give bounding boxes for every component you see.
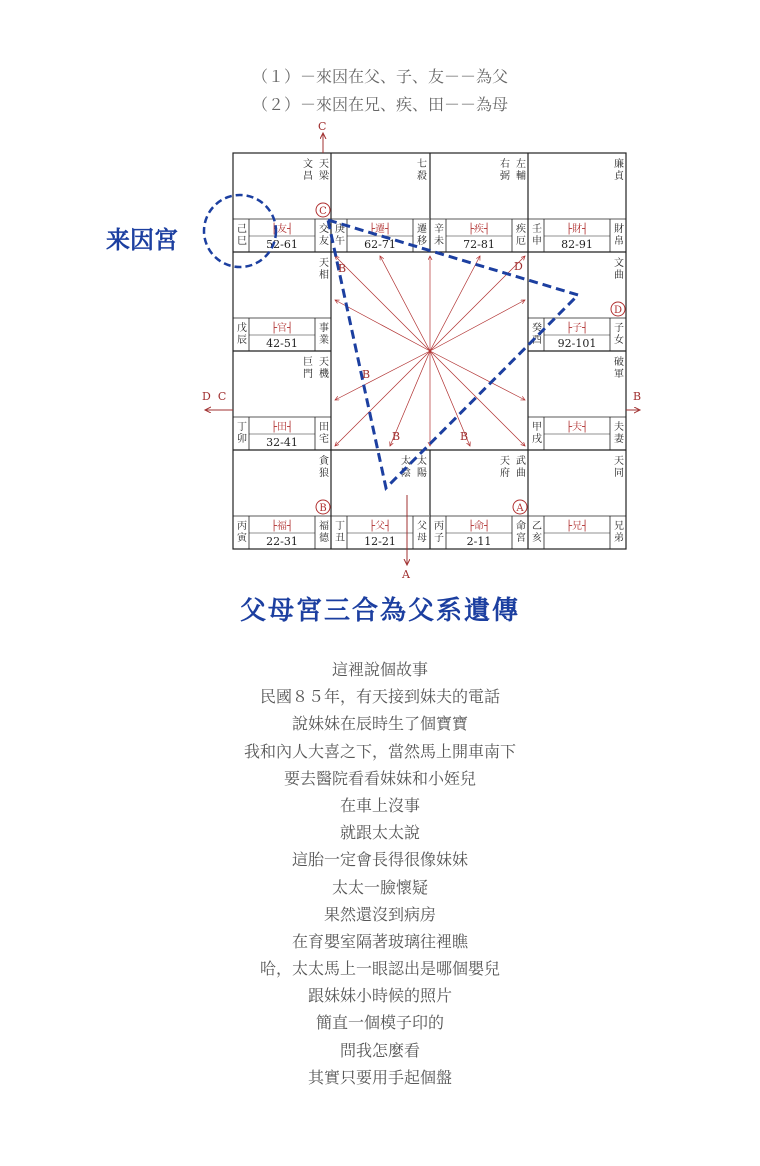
- story-line: 問我怎麼看: [339, 1040, 420, 1060]
- tri-label-bottom-right: B: [460, 430, 469, 443]
- story-line: 要去醫院看看妹妹和小姪兒: [283, 768, 476, 788]
- palace-cell: [233, 158, 331, 252]
- cell-stem: 庚午: [335, 224, 345, 247]
- cell-palace-full: 交友: [319, 224, 329, 247]
- chart-caption: 父母宮三合為父系遺傳: [239, 596, 520, 626]
- cell-star: 天相: [319, 258, 329, 281]
- story-line: 其實只要用手起個盤: [307, 1067, 452, 1087]
- cell-stem: 甲戌: [532, 422, 542, 445]
- cell-range: 82-91: [561, 238, 593, 251]
- cell-range: 2-11: [466, 535, 492, 548]
- cell-star: 太陰: [401, 456, 411, 479]
- palace-cell: [528, 455, 626, 549]
- story-line: 哈，太太馬上一眼認出是哪個嬰兒: [259, 959, 500, 979]
- story-line: 我和內人大喜之下，當然馬上開車南下: [243, 741, 516, 761]
- cell-star: 七殺: [417, 159, 427, 182]
- story-line: 跟妹妹小時候的照片: [307, 986, 452, 1006]
- cell-star: 武曲: [516, 456, 526, 479]
- story-line: 這胎一定會長得很像妹妹: [291, 850, 468, 870]
- cell-mark: C: [319, 206, 327, 217]
- cell-mark: B: [319, 503, 327, 514]
- cell-palace: ├官┤: [270, 323, 294, 334]
- cell-stem: 乙亥: [532, 521, 542, 544]
- cell-star: 太陽: [417, 456, 427, 479]
- cell-range: 62-71: [364, 238, 396, 251]
- cell-palace: ├子┤: [565, 323, 589, 334]
- cell-range: 42-51: [266, 337, 298, 350]
- cell-palace: ├遷┤: [368, 224, 392, 235]
- cell-star: 天機: [319, 357, 329, 380]
- cell-palace: ├父┤: [368, 521, 392, 532]
- cell-palace: ├兄┤: [565, 521, 589, 532]
- center-ray: [335, 351, 430, 400]
- story-line: 在育嬰室隔著玻璃往裡瞧: [291, 931, 468, 951]
- palace-cell: [430, 157, 528, 252]
- center-rays: [335, 256, 525, 446]
- dir-label-right: B: [633, 390, 642, 403]
- cell-palace: ├財┤: [565, 224, 589, 235]
- palace-cell: [233, 454, 331, 549]
- center-ray: [430, 351, 525, 400]
- cell-palace-full: 福德: [319, 521, 329, 544]
- cell-palace-full: 田宅: [319, 422, 329, 445]
- story-line: 就跟太太說: [339, 823, 420, 843]
- center-ray: [430, 351, 525, 446]
- cell-palace-full: 遷移: [417, 224, 427, 247]
- cell-stem: 丁卯: [237, 422, 247, 445]
- cell-range: 32-41: [266, 436, 298, 449]
- palace-cell: [331, 157, 429, 252]
- center-ray: [335, 256, 430, 351]
- center-ray: [335, 351, 430, 446]
- cell-palace: ├田┤: [270, 422, 294, 433]
- palace-cell: [528, 355, 626, 450]
- center-ray: [335, 300, 430, 351]
- story-line: 在車上沒事: [339, 795, 420, 815]
- story-line: 民國８５年，有天接到妹夫的電話: [259, 687, 500, 707]
- cell-star: 文昌: [303, 159, 313, 182]
- palace-cell: [233, 356, 331, 450]
- cell-stem: 戊辰: [237, 323, 247, 346]
- story-line: 簡直一個模子印的: [315, 1013, 444, 1033]
- cell-mark: D: [613, 305, 623, 316]
- cell-stem: 壬申: [532, 224, 542, 247]
- story-line: 太太一臉懷疑: [331, 877, 428, 897]
- tri-label-left-mid: B: [362, 368, 371, 381]
- cell-star: 巨門: [303, 357, 313, 380]
- cell-palace-full: 財帛: [614, 224, 624, 247]
- dir-label-left: D C: [202, 390, 227, 403]
- center-ray: [430, 256, 480, 351]
- cell-palace: ├福┤: [270, 521, 294, 532]
- cell-range: 92-101: [557, 337, 597, 350]
- dir-label-bottom: A: [402, 568, 410, 581]
- tri-label-bottom-left: B: [392, 430, 401, 443]
- cell-palace: ├友┤: [270, 224, 294, 235]
- cell-range: 52-61: [266, 238, 298, 251]
- cell-range: 72-81: [463, 238, 495, 251]
- cell-star: 左輔: [516, 159, 526, 182]
- story-text: [0, 656, 760, 1091]
- cell-star: 右弼: [500, 159, 510, 182]
- tri-label-top-left: B: [338, 262, 347, 275]
- cell-stem: 丙寅: [237, 521, 247, 544]
- palace-cell: [233, 257, 331, 351]
- cell-stem: 癸酉: [532, 323, 542, 346]
- cell-palace-full: 疾厄: [516, 224, 526, 247]
- tri-label-top-right: D: [514, 260, 523, 273]
- cell-star: 廉貞: [614, 159, 624, 182]
- cell-stem: 己巳: [237, 224, 247, 247]
- cell-palace-full: 命宮: [516, 521, 526, 544]
- cell-star: 天同: [614, 456, 624, 479]
- cell-stem: 辛未: [434, 224, 444, 247]
- cell-mark: A: [516, 503, 524, 514]
- cell-palace: ├疾┤: [467, 224, 491, 235]
- story-line: 這裡說個故事: [331, 660, 428, 679]
- cell-range: 22-31: [266, 535, 298, 548]
- cell-star: 天府: [500, 456, 510, 479]
- intro-line-2: （２）－來因在兄、疾、田－－為母: [251, 95, 508, 114]
- cell-palace-full: 父母: [417, 521, 427, 544]
- laiyin-label: 来因宮: [106, 225, 178, 254]
- cell-star: 破軍: [614, 357, 624, 380]
- palace-cell: [528, 257, 626, 351]
- story-line: 說妹妹在辰時生了個寶寶: [291, 714, 468, 734]
- cell-palace: ├夫┤: [565, 422, 589, 433]
- cell-palace-full: 兄弟: [614, 521, 624, 544]
- cell-stem: 丁丑: [335, 521, 345, 544]
- cell-palace-full: 夫妻: [614, 422, 624, 445]
- cell-range: 12-21: [364, 535, 396, 548]
- palace-cell: [430, 454, 528, 549]
- cell-star: 貪狼: [319, 456, 329, 479]
- cell-stem: 丙子: [434, 521, 444, 544]
- palace-cell: [331, 454, 429, 549]
- cell-palace-full: 事業: [319, 323, 329, 346]
- cell-palace-full: 子女: [614, 323, 624, 346]
- center-ray: [380, 256, 430, 351]
- story-line: 果然還沒到病房: [323, 904, 436, 924]
- intro-line-1: （１）－來因在父、子、友－－為父: [251, 67, 508, 86]
- dir-label-top: C: [318, 120, 327, 133]
- cell-star: 文曲: [614, 258, 624, 281]
- palace-cell: [528, 157, 626, 252]
- center-ray: [430, 256, 525, 351]
- cell-star: 天梁: [319, 159, 329, 182]
- cell-palace: ├命┤: [467, 521, 491, 532]
- center-ray: [430, 300, 525, 351]
- sanhe-triangle: [328, 220, 578, 488]
